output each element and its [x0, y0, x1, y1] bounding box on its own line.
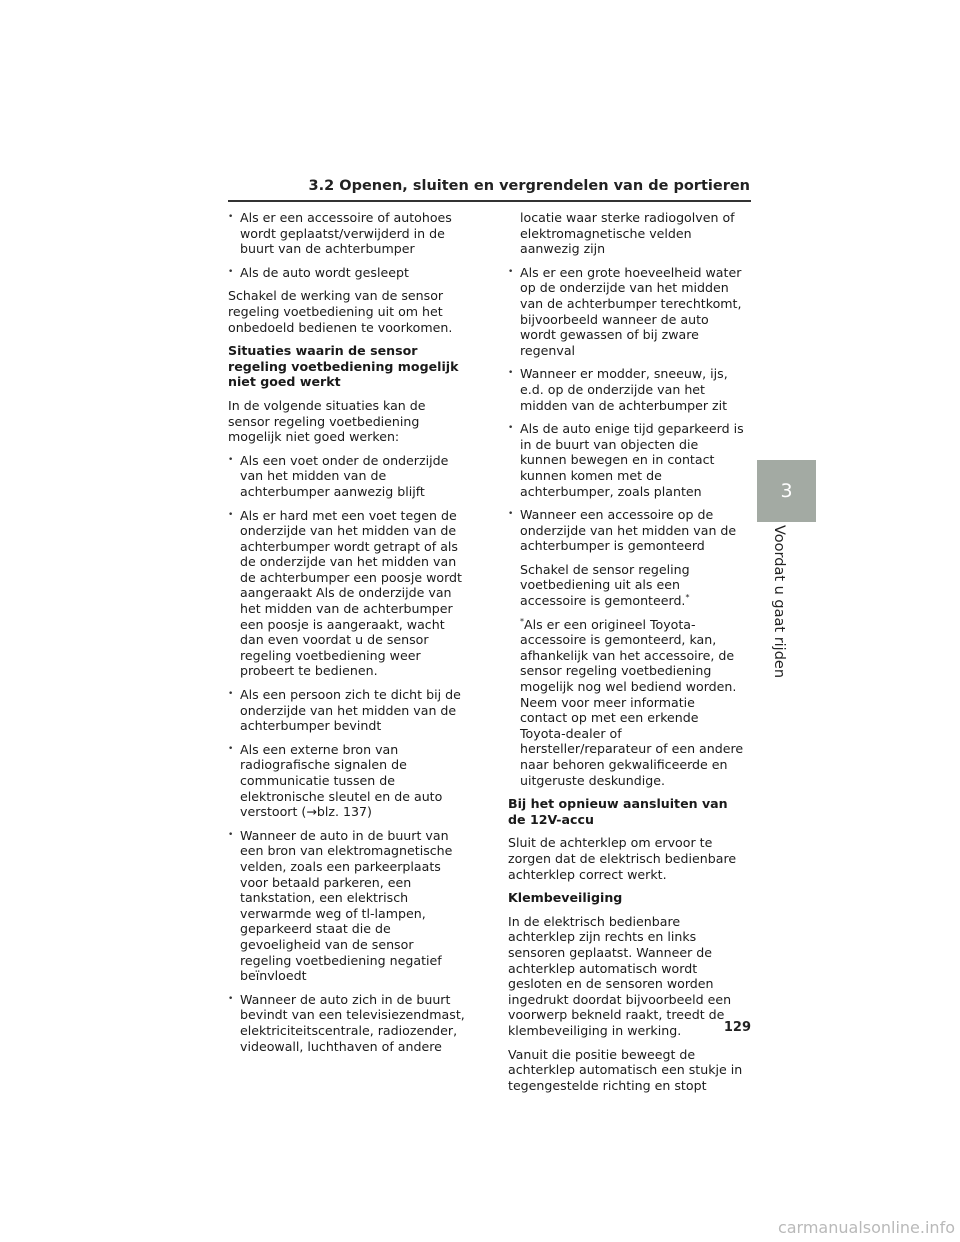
- list-item: • Als een persoon zich te dicht bij de onderzijde van het midden van de achterbumper bevindt: [228, 687, 466, 734]
- list-item: • Als een externe bron van radiografische signalen de communicatie tussen de elektronische sleutel en de auto verstoort (→blz. 137): [228, 742, 466, 820]
- list-item: • Als er hard met een voet tegen de onderzijde van het midden van de achterbumper wordt getrapt of als de onderzijde van het midden van de achterbumper een poosje wordt aangeraakt Als de onderzijde van het midden van de achterbumper een poosje is aangeraakt, wacht dan even voordat u de sensor regeling voetbediening weer probeert te bedienen.: [228, 508, 466, 680]
- header-divider: [228, 200, 751, 202]
- list-item: • Als de auto enige tijd geparkeerd is in de buurt van objecten die kunnen bewegen en in contact kunnen komen met de achterbumper, zoals planten: [508, 421, 746, 499]
- footnote-marker: *: [520, 616, 524, 626]
- paragraph: In de elektrisch bedienbare achterklep zijn rechts en links sensoren geplaatst. Wanneer de achterklep automatisch wordt gesloten en de sensoren worden ingedrukt doordat bijvoorbeeld een voorwerp bekneld raakt, treedt de klembeveiliging in werking.: [508, 913, 732, 1038]
- footnote-marker: *: [685, 592, 690, 602]
- chapter-tab: [757, 460, 816, 522]
- paragraph-continuation: locatie waar sterke radiogolven of elektromagnetische velden aanwezig zijn: [520, 210, 735, 257]
- subheading: Bij het opnieuw aansluiten van de 12V-accu: [508, 796, 728, 827]
- section-title: 3.2 Openen, sluiten en vergrendelen van de portieren: [308, 178, 750, 194]
- situations-bullet-list-continued: [508, 265, 746, 554]
- subheading: Klembeveiliging: [508, 890, 623, 906]
- chapter-number: 3: [780, 480, 793, 502]
- list-item: • Als er een accessoire of autohoes wordt geplaatst/verwijderd in de buurt van de achterbumper: [228, 210, 466, 257]
- list-item: • Als de auto wordt gesleept: [228, 265, 466, 281]
- chapter-side-label: Voordat u gaat rijden: [771, 525, 787, 679]
- list-item: • Wanneer een accessoire op de onderzijde van het midden van de achterbumper is gemonteerd: [508, 507, 746, 554]
- list-item: • Wanneer de auto zich in de buurt bevindt van een televisiezendmast, elektriciteitscentrale, radiozender, videowall, luchthaven of andere: [228, 992, 466, 1054]
- footnote-text: Als er een origineel Toyota-accessoire is gemonteerd, kan, afhankelijk van het accessoire, de sensor regeling voetbediening mogelijk nog wel bediend worden. Neem voor meer informatie contact op met een erkende Toyota-dealer of hersteller/reparateur of een andere naar behoren gekwalificeerde en uitgeruste deskundige.: [520, 616, 744, 788]
- accessory-note: [508, 562, 746, 609]
- top-bullet-list: [228, 210, 466, 280]
- situations-bullet-list: [228, 453, 466, 1054]
- paragraph: In de volgende situaties kan de sensor regeling voetbediening mogelijk niet goed werken:: [228, 397, 426, 445]
- footnote: [508, 617, 746, 789]
- watermark: carmanualsonline.info: [777, 1218, 955, 1237]
- paragraph: Schakel de werking van de sensor regeling voetbediening uit om het onbedoeld bedienen te voorkomen.: [228, 288, 453, 335]
- list-item: • Als een voet onder de onderzijde van het midden van de achterbumper aanwezig blijft: [228, 453, 466, 500]
- right-column: [508, 210, 746, 1101]
- left-column: [228, 210, 466, 1062]
- paragraph: Sluit de achterklep om ervoor te zorgen dat de elektrisch bedienbare achterklep correct werkt.: [508, 835, 737, 882]
- list-item: • Wanneer er modder, sneeuw, ijs, e.d. op de onderzijde van het midden van de achterbumper zit: [508, 366, 746, 413]
- list-item: • Wanneer de auto in de buurt van een bron van elektromagnetische velden, zoals een parkeerplaats voor betaald parkeren, een tankstation, een elektrisch verwarmde weg of tl-lampen, geparkeerd staat die de gevoeligheid van de sensor regeling voetbediening negatief beïnvloedt: [228, 828, 466, 984]
- list-item: • Als er een grote hoeveelheid water op de onderzijde van het midden van de achterbumper terechtkomt, bijvoorbeeld wanneer de auto wordt gewassen of bij zware regenval: [508, 265, 746, 359]
- paragraph: Vanuit die positie beweegt de achterklep automatisch een stukje in tegengestelde richting en stopt: [508, 1046, 743, 1093]
- page-number: 129: [723, 1020, 751, 1035]
- subheading: Situaties waarin de sensor regeling voetbediening mogelijk niet goed werkt: [228, 343, 459, 390]
- note-text: Schakel de sensor regeling voetbediening uit als een accessoire is gemonteerd.: [520, 561, 690, 609]
